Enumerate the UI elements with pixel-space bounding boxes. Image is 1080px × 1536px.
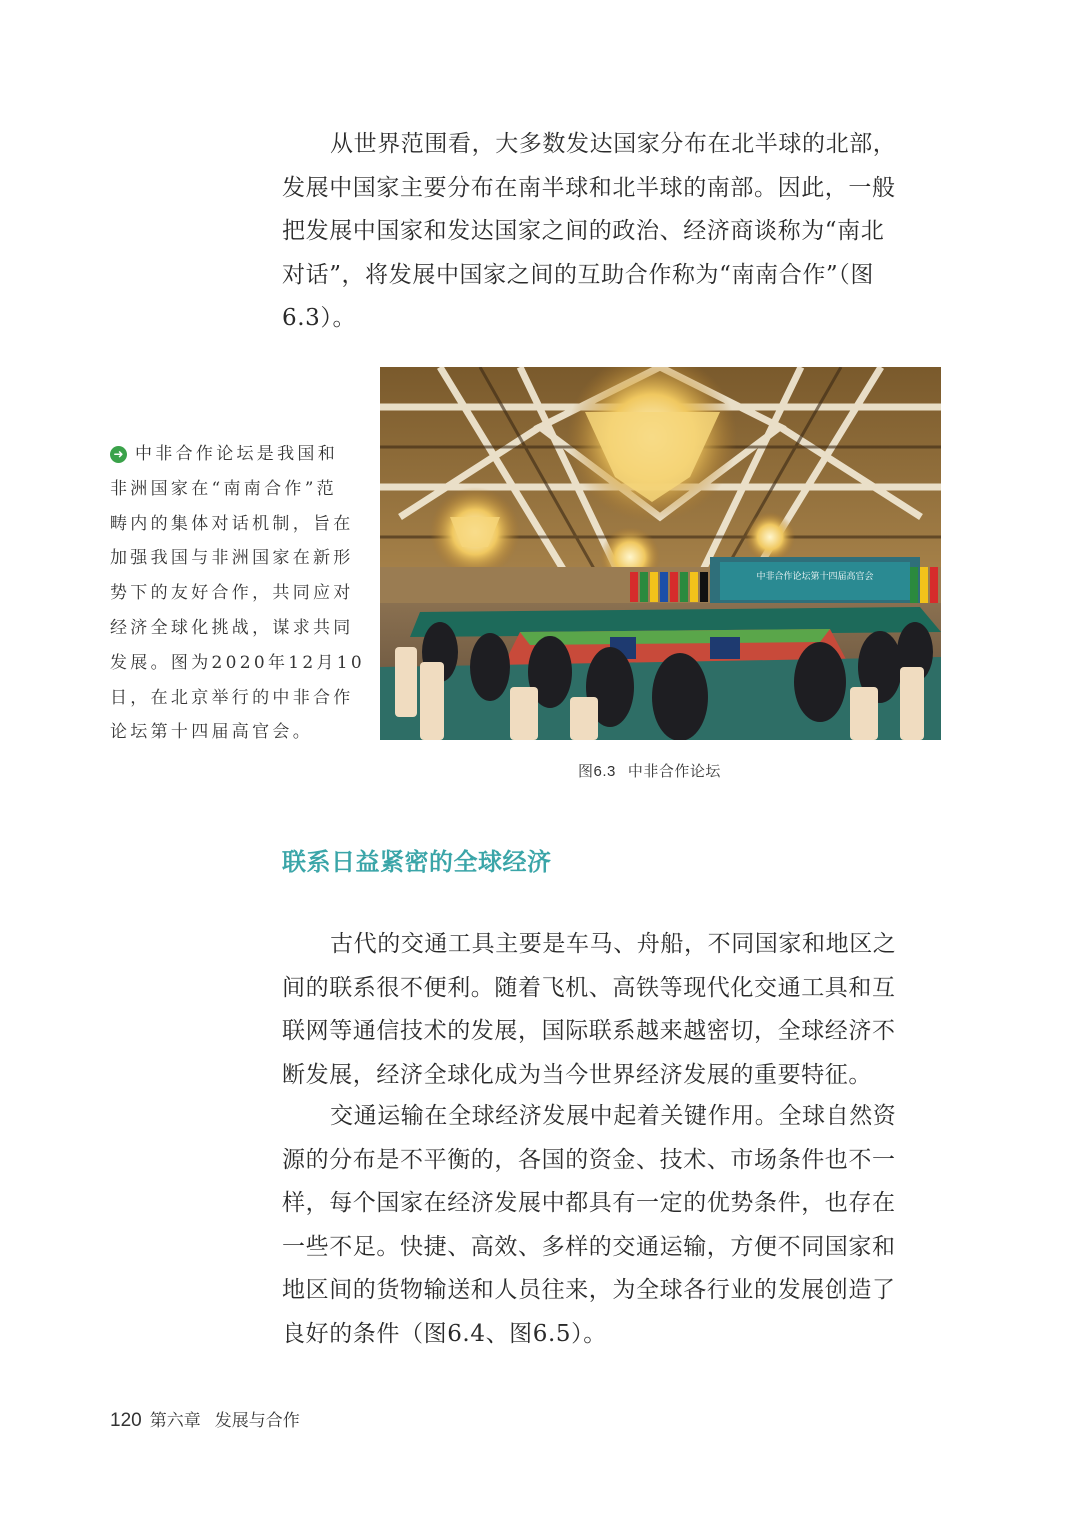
note-line: 论坛第十四届高官会。 <box>110 722 313 743</box>
figure-title: 中非合作论坛 <box>627 763 721 780</box>
page-number: 120 <box>110 1410 142 1431</box>
section-heading: 联系日益紧密的全球经济 <box>282 848 552 876</box>
chapter-title: 发展与合作 <box>214 1411 300 1430</box>
note-line: 发展。图为2020年12月10 <box>110 652 366 673</box>
body-paragraph <box>282 1095 942 1356</box>
note-line: 中非合作论坛是我国和 <box>135 444 338 464</box>
text-line: 一些不足。快捷、高效、多样的交通运输，方便不同国家和 <box>282 1233 896 1260</box>
text-line: 把发展中国家和发达国家之间的政治、经济商谈称为“南北 <box>282 218 885 244</box>
body-paragraph <box>282 923 942 1097</box>
chapter-label: 第六章 <box>149 1411 201 1430</box>
intro-paragraph <box>282 123 942 341</box>
text-line: 对话”，将发展中国家之间的互助合作称为“南南合作”（图 <box>282 261 874 288</box>
note-line: 经济全球化挑战，谋求共同 <box>110 617 354 638</box>
note-line: 畴内的集体对话机制，旨在 <box>110 513 354 534</box>
page-footer <box>110 1406 300 1432</box>
text-line: 源的分布是不平衡的，各国的资金、技术、市场条件也不一 <box>282 1146 896 1173</box>
text-line: 从世界范围看，大多数发达国家分布在北半球的北部， <box>330 131 897 157</box>
text-line: 样，每个国家在经济发展中都具有一定的优势条件，也存在 <box>282 1190 896 1216</box>
figure-caption <box>578 760 721 781</box>
figure-label: 图6.3 <box>578 763 616 780</box>
note-line: 日，在北京举行的中非合作 <box>110 687 354 708</box>
note-line: 非洲国家在“南南合作”范 <box>110 478 337 499</box>
text-line: 断发展，经济全球化成为当今世界经济发展的重要特征。 <box>282 1061 872 1088</box>
text-line: 交通运输在全球经济发展中起着关键作用。全球自然资 <box>330 1103 897 1129</box>
text-line: 联网等通信技术的发展，国际联系越来越密切，全球经济不 <box>282 1018 896 1044</box>
note-line: 势下的友好合作，共同应对 <box>110 583 354 604</box>
arrow-right-circle-icon: ➜ <box>110 446 127 463</box>
sidebar-note <box>110 437 366 750</box>
note-line: 加强我国与非洲国家在新形 <box>110 548 354 569</box>
text-line: 良好的条件（图6.4、图6.5）。 <box>282 1320 607 1347</box>
forum-photo <box>380 367 941 740</box>
text-line: 古代的交通工具主要是车马、舟船，不同国家和地区之 <box>330 931 897 957</box>
banner-text: 中非合作论坛第十四届高官会 <box>756 572 874 582</box>
text-line: 6.3）。 <box>282 305 357 331</box>
text-line: 地区间的货物输送和人员往来，为全球各行业的发展创造了 <box>282 1277 896 1303</box>
text-line: 发展中国家主要分布在南半球和北半球的南部。因此，一般 <box>282 174 896 201</box>
text-line: 间的联系很不便利。随着飞机、高铁等现代化交通工具和互 <box>282 974 896 1001</box>
